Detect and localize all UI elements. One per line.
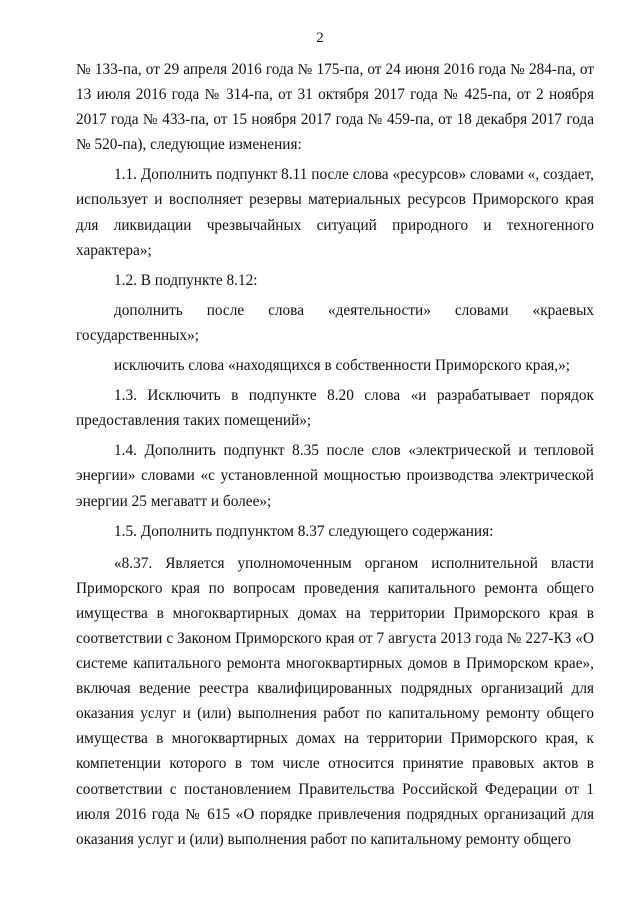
paragraph-item-1-1: 1.1. Дополнить подпункт 8.11 после слова «ресурсов» словами «, создает, использует и восполняет резервы материальных ресурсов Приморского края для ликвидации чрезвычайных ситуаций природного и техногенного характера»;: [76, 166, 594, 259]
paragraph-item-8-37: «8.37. Является уполномоченным органом исполнительной власти Приморского края по вопросам проведения капитального ремонта общего имущества в многоквартирных домах на территории Приморского края в соответствии с Законом Приморского края от 7 августа 2013 года № 227-КЗ «О системе капитального ремонта многоквартирных домов в Приморском крае», включая ведение реестра квалифицированных подрядных организаций для оказания услуг и (или) выполнения работ по капитальному ремонту общего имущества в многоквартирных домах на территории Приморского края, к компетенции которого в том числе относится принятие правовых актов в соответствии с постановлением Правительства Российской Федерации от 1 июля 2016 года № 615 «О порядке привлечения подрядных организаций для оказания услуг и (или) выполнения работ по капитальному ремонту общего: [76, 554, 594, 848]
paragraph-item-1-2-add: дополнить после слова «деятельности» словами «краевых государственных»;: [76, 301, 594, 344]
paragraph-item-1-2-exclude: исключить слова «находящихся в собственности Приморского края,»;: [114, 357, 570, 375]
paragraph-item-1-2: 1.2. В подпункте 8.12:: [114, 271, 258, 289]
paragraph-item-1-3: 1.3. Исключить в подпункте 8.20 слова «и разрабатывает порядок предоставления таких помещений»;: [76, 387, 594, 430]
paragraph-item-1-5: 1.5. Дополнить подпунктом 8.37 следующего содержания:: [114, 522, 494, 540]
paragraph-item-1-4: 1.4. Дополнить подпункт 8.35 после слов «электрической и тепловой энергии» словами «с установленной мощностью производства электрической энергии 25 мегаватт и более»;: [76, 442, 594, 510]
document-body: [76, 57, 594, 852]
paragraph-changes-intro: № 133-па, от 29 апреля 2016 года № 175-па, от 24 июня 2016 года № 284-па, от 13 июля 2016 года № 314-па, от 31 октября 2017 года № 425-па, от 2 ноября 2017 года № 433-па, от 15 ноября 2017 года № 459-па, от 18 декабря 2017 года № 520-па), следующие изменения:: [76, 61, 594, 154]
page-number: 2: [316, 30, 324, 46]
